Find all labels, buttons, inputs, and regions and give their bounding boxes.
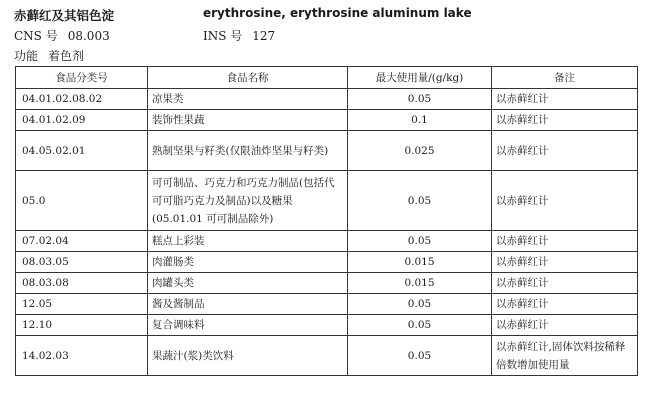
- cell-code: 07.02.04: [16, 231, 148, 252]
- cell-max: 0.025: [348, 131, 492, 171]
- cell-max: 0.05: [348, 89, 492, 110]
- column-header-max: 最大使用量/(g/kg): [348, 67, 492, 89]
- cell-note: 以赤藓红计: [492, 89, 638, 110]
- cns-value: 08.003: [67, 29, 110, 43]
- cell-code: 05.0: [16, 171, 148, 231]
- cns-number: [14, 27, 110, 44]
- cell-max: 0.05: [348, 231, 492, 252]
- cell-name: 熟制坚果与籽类(仅限油炸坚果与籽类): [148, 131, 348, 171]
- table-row: [16, 131, 638, 171]
- cell-note: 以赤藓红计: [492, 171, 638, 231]
- cell-note: 以赤藓红计: [492, 294, 638, 315]
- cell-code: 08.03.05: [16, 252, 148, 273]
- cell-name: 糕点上彩装: [148, 231, 348, 252]
- cell-max: 0.015: [348, 252, 492, 273]
- cell-name: 装饰性果蔬: [148, 110, 348, 131]
- cell-max: 0.05: [348, 171, 492, 231]
- cell-name: 复合调味料: [148, 315, 348, 336]
- table-row: [16, 171, 638, 231]
- table-row: [16, 273, 638, 294]
- cell-code: 04.05.02.01: [16, 131, 148, 171]
- cell-note: 以赤藓红计,固体饮料按稀释倍数增加使用量: [492, 336, 638, 376]
- cell-max: 0.05: [348, 315, 492, 336]
- cell-name: 肉罐头类: [148, 273, 348, 294]
- ins-number: [203, 27, 275, 44]
- table-row: [16, 231, 638, 252]
- cell-code: 08.03.08: [16, 273, 148, 294]
- cell-code: 04.01.02.09: [16, 110, 148, 131]
- function: [14, 47, 84, 64]
- cell-name: 酱及酱制品: [148, 294, 348, 315]
- cell-note: 以赤藓红计: [492, 110, 638, 131]
- cell-max: 0.05: [348, 294, 492, 315]
- cell-note: 以赤藓红计: [492, 131, 638, 171]
- cell-note: 以赤藓红计: [492, 273, 638, 294]
- cell-code: 12.10: [16, 315, 148, 336]
- cell-note: 以赤藓红计: [492, 231, 638, 252]
- cell-name: 凉果类: [148, 89, 348, 110]
- table-header-row: [16, 67, 638, 89]
- cell-name: 可可制品、巧克力和巧克力制品(包括代可可脂巧克力及制品)以及糖果(05.01.01 可可制品除外): [148, 171, 348, 231]
- cell-note: 以赤藓红计: [492, 315, 638, 336]
- cell-name: 果蔬汁(浆)类饮料: [148, 336, 348, 376]
- function-value: 着色剂: [48, 49, 85, 63]
- column-header-note: 备注: [492, 67, 638, 89]
- cell-code: 12.05: [16, 294, 148, 315]
- column-header-name: 食品名称: [148, 67, 348, 89]
- function-label: 功能: [14, 49, 39, 63]
- cell-max: 0.015: [348, 273, 492, 294]
- ins-label: INS 号: [203, 29, 243, 43]
- table-row: [16, 315, 638, 336]
- title-english: erythrosine, erythrosine aluminum lake: [203, 6, 472, 20]
- usage-table: [15, 66, 638, 376]
- column-header-code: 食品分类号: [16, 67, 148, 89]
- cell-code: 14.02.03: [16, 336, 148, 376]
- cns-label: CNS 号: [14, 29, 58, 43]
- cell-max: 0.05: [348, 336, 492, 376]
- cell-name: 肉灌肠类: [148, 252, 348, 273]
- cell-max: 0.1: [348, 110, 492, 131]
- ins-value: 127: [252, 29, 276, 43]
- cell-code: 04.01.02.08.02: [16, 89, 148, 110]
- table-row: [16, 110, 638, 131]
- table-row: [16, 252, 638, 273]
- table-row: [16, 336, 638, 376]
- table-row: [16, 294, 638, 315]
- title-chinese: 赤藓红及其铝色淀: [14, 8, 115, 23]
- cell-note: 以赤藓红计: [492, 252, 638, 273]
- table-row: [16, 89, 638, 110]
